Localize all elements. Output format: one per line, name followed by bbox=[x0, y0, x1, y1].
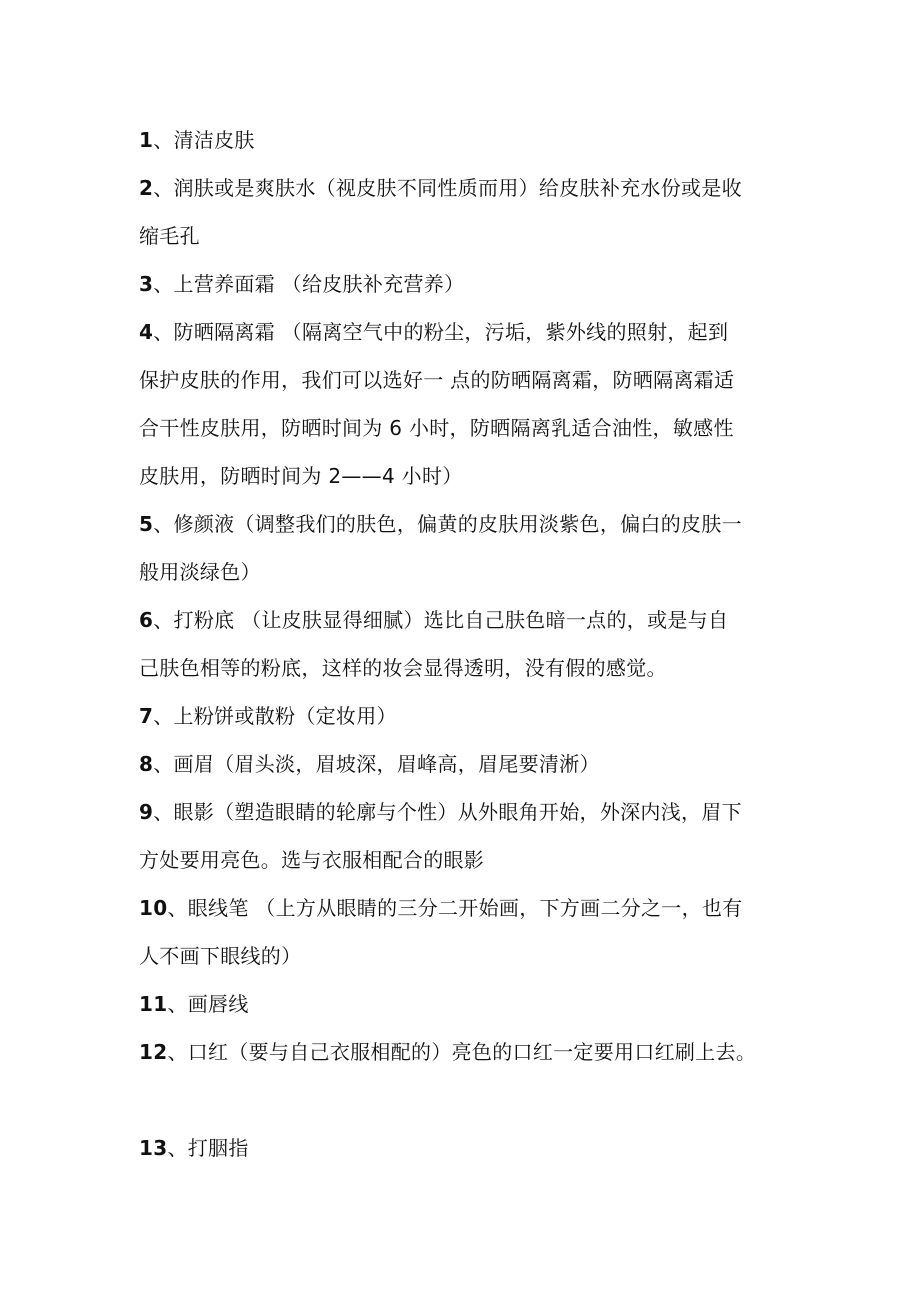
step-text: 、口红（要与自己衣服相配的）亮色的口红一定要用口红刷上去。 bbox=[167, 1040, 757, 1064]
step-2-line-2 bbox=[139, 212, 799, 260]
step-text: 皮肤用，防晒时间为 2——4 小时） bbox=[139, 464, 463, 488]
step-text: 方处要用亮色。选与衣服相配合的眼影 bbox=[139, 848, 485, 872]
step-7-line-1 bbox=[139, 692, 799, 740]
step-1-line-1 bbox=[139, 116, 799, 164]
step-text: 、防晒隔离霜 （隔离空气中的粉尘，污垢，紫外线的照射，起到 bbox=[153, 320, 729, 344]
step-text: 般用淡绿色） bbox=[139, 560, 261, 584]
step-13-line-1 bbox=[139, 1124, 799, 1172]
step-5-line-2 bbox=[139, 548, 799, 596]
step-text: 、眼线笔 （上方从眼睛的三分二开始画，下方画二分之一，也有 bbox=[167, 896, 743, 920]
step-4-line-1 bbox=[139, 308, 799, 356]
step-number: 4 bbox=[139, 320, 154, 344]
step-number: 10 bbox=[139, 896, 168, 920]
step-text: 人不画下眼线的） bbox=[139, 944, 302, 968]
step-text: 保护皮肤的作用，我们可以选好一 点的防晒隔离霜，防晒隔离霜适 bbox=[139, 368, 735, 392]
step-number: 7 bbox=[139, 704, 154, 728]
step-8-line-1 bbox=[139, 740, 799, 788]
step-4-line-4 bbox=[139, 452, 799, 500]
step-10-line-2 bbox=[139, 932, 799, 980]
step-12-line-1 bbox=[139, 1028, 799, 1076]
step-2-line-1 bbox=[139, 164, 799, 212]
step-6-line-1 bbox=[139, 596, 799, 644]
step-text: 、画唇线 bbox=[167, 992, 249, 1016]
step-text: 、上营养面霜 （给皮肤补充营养） bbox=[153, 272, 465, 296]
step-number: 13 bbox=[139, 1136, 168, 1160]
step-text: 、修颜液（调整我们的肤色，偏黄的皮肤用淡紫色，偏白的皮肤一 bbox=[153, 512, 742, 536]
step-number: 6 bbox=[139, 608, 154, 632]
step-number: 12 bbox=[139, 1040, 168, 1064]
step-number: 11 bbox=[139, 992, 168, 1016]
step-text: 缩毛孔 bbox=[139, 224, 200, 248]
step-11-line-1 bbox=[139, 980, 799, 1028]
document-body bbox=[139, 116, 799, 1172]
step-text: 己肤色相等的粉底，这样的妆会显得透明，没有假的感觉。 bbox=[139, 656, 667, 680]
step-text: 、上粉饼或散粉（定妆用） bbox=[153, 704, 397, 728]
step-number: 5 bbox=[139, 512, 154, 536]
step-9-line-2 bbox=[139, 836, 799, 884]
step-number: 8 bbox=[139, 752, 154, 776]
step-3-line-1 bbox=[139, 260, 799, 308]
step-6-line-2 bbox=[139, 644, 799, 692]
step-text: 、清洁皮肤 bbox=[153, 128, 255, 152]
step-text: 合干性皮肤用，防晒时间为 6 小时，防晒隔离乳适合油性，敏感性 bbox=[139, 416, 734, 440]
step-4-line-2 bbox=[139, 356, 799, 404]
step-text: 、打粉底 （让皮肤显得细腻）选比自己肤色暗一点的，或是与自 bbox=[153, 608, 729, 632]
step-10-line-1 bbox=[139, 884, 799, 932]
step-text: 、画眉（眉头淡，眉坡深，眉峰高，眉尾要清淅） bbox=[153, 752, 600, 776]
step-text: 、润肤或是爽肤水（视皮肤不同性质而用）给皮肤补充水份或是收 bbox=[153, 176, 742, 200]
step-text: 、眼影（塑造眼睛的轮廓与个性）从外眼角开始，外深内浅，眉下 bbox=[153, 800, 742, 824]
step-number: 3 bbox=[139, 272, 154, 296]
step-number: 9 bbox=[139, 800, 154, 824]
step-4-line-3 bbox=[139, 404, 799, 452]
blank-line bbox=[139, 1076, 799, 1124]
step-5-line-1 bbox=[139, 500, 799, 548]
step-number: 1 bbox=[139, 128, 154, 152]
step-number: 2 bbox=[139, 176, 154, 200]
step-9-line-1 bbox=[139, 788, 799, 836]
step-text: 、打胭指 bbox=[167, 1136, 249, 1160]
